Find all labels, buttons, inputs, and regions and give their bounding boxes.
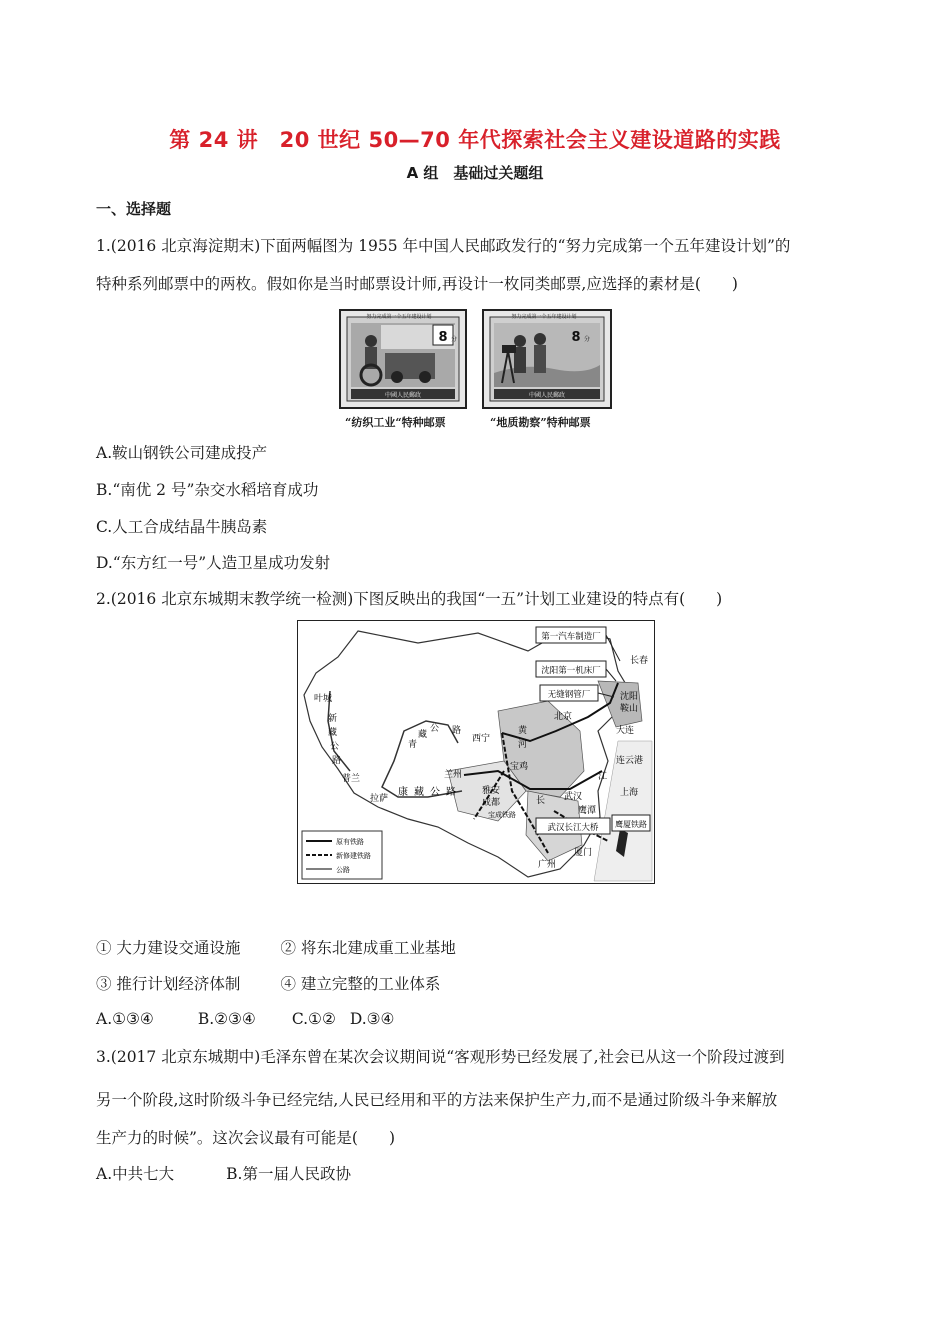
map-place-anshan: 鞍山 (620, 704, 639, 714)
q3-stem-line2: 另一个阶段,这时阶级斗争已经完结,人民已经用和平的方法来保护生产力,而不是通过阶级斗争来解放 (96, 1091, 778, 1109)
q1-option-a: A.鞍山钢铁公司建成投产 (96, 444, 268, 462)
map-place-yaan: 雅安 (482, 786, 501, 796)
stamp-2-header: 努力完成第一个五年建设计划 (511, 314, 577, 320)
map-road-char: 藏 (328, 728, 338, 738)
group-subtitle: A 组 基础过关题组 (406, 164, 544, 182)
stamp-1-header: 努力完成第一个五年建设计划 (366, 314, 432, 320)
legend-existing-railway: 原有铁路 (336, 838, 364, 846)
stamp-caption-geology: “地质勘察”特种邮票 (490, 416, 591, 429)
map-place-lianyungang: 连云港 (616, 756, 644, 766)
map-road-char: 藏 (414, 787, 424, 798)
map-river-char: 长 (536, 796, 546, 806)
map-road-char: 青 (408, 740, 418, 750)
map-road-char: 公 (330, 742, 340, 752)
map-box-steelpipe: 无缝钢管厂 (547, 690, 591, 700)
stamp-textile (339, 309, 467, 409)
q2-option-b: B.②③④ (197, 1010, 256, 1028)
legend-road: 公路 (336, 866, 350, 874)
q2-option-c: C.①② (291, 1010, 336, 1028)
map-river-char: 江 (598, 772, 608, 782)
map-road-char: 康 (398, 787, 408, 798)
map-place-chengdu: 成都 (482, 798, 501, 808)
map-road-char: 路 (446, 787, 456, 798)
map-place-shanghai: 上海 (620, 788, 639, 798)
q1-option-c: C.人工合成结晶牛胰岛素 (96, 518, 268, 536)
stamp-1-value: 8 (438, 330, 448, 345)
map-road-char: 路 (332, 756, 342, 766)
map-road-char: 公 (430, 724, 440, 734)
map-place-pulan: 普兰 (342, 774, 361, 784)
q2-choice-4: ④ 建立完整的工业体系 (280, 975, 441, 993)
section-heading: 一、选择题 (96, 200, 172, 218)
q2-choice-1: ① 大力建设交通设施 (96, 939, 241, 957)
q2-choice-2: ② 将东北建成重工业基地 (280, 939, 456, 957)
q2-stem: 2.(2016 北京东城期末教学统一检测)下图反映出的我国“一五”计划工业建设的特点有( ) (96, 590, 723, 608)
map-box-bridge: 武汉长江大桥 (547, 823, 599, 833)
map-road-char: 路 (452, 726, 462, 736)
stamp-1-footer: 中國人民郵政 (384, 392, 422, 399)
q2-options (96, 1010, 394, 1028)
q1-stem-line2: 特种系列邮票中的两枚。假如你是当时邮票设计师,再设计一枚同类邮票,应选择的素材是( ) (96, 275, 738, 293)
stamp-2-value: 8 (571, 330, 581, 345)
page-title: 第 24 讲 20 世纪 50—70 年代探索社会主义建设道路的实践 (169, 128, 781, 152)
stamp-1-unit: 分 (451, 336, 458, 343)
q2-option-a: A.①③④ (96, 1010, 154, 1028)
map-place-beijing: 北京 (554, 712, 573, 722)
map-road-char: 公 (430, 787, 440, 798)
map-box-faw: 第一汽车制造厂 (541, 632, 601, 642)
map-place-shenyang: 沈阳 (620, 692, 639, 702)
legend-new-railway: 新修建铁路 (336, 852, 371, 860)
q3-option-b: B.第一届人民政协 (226, 1165, 351, 1183)
map-place-dalian: 大连 (616, 726, 635, 736)
map-place-baoji: 宝鸡 (510, 762, 529, 772)
q3-options (96, 1162, 351, 1184)
map-road-char: 新 (328, 714, 338, 724)
stamp-2-unit: 分 (584, 336, 591, 343)
map-place-wuhan: 武汉 (564, 792, 583, 802)
map-place-xiamen: 厦门 (574, 848, 593, 858)
map-place-guangzhou: 广州 (538, 860, 557, 870)
map-place-lhasa: 拉萨 (370, 794, 389, 804)
stamp-caption-textile: “纺织工业“特种邮票 (345, 416, 446, 429)
map-river-char: 河 (518, 740, 528, 750)
industry-map-drawing (298, 621, 654, 883)
stamp-textile-image (341, 311, 465, 407)
q3-stem-line3: 生产力的时候”。这次会议最有可能是( ) (96, 1129, 396, 1147)
map-road-baocheng: 宝成铁路 (488, 811, 516, 819)
q3-stem-line1: 3.(2017 北京东城期中)毛泽东曾在某次会议期间说“客观形势已经发展了,社会已从这一个阶段过渡到 (96, 1048, 785, 1066)
q1-option-d: D.“东方红一号”人造卫星成功发射 (96, 554, 331, 572)
q1-stem-line1: 1.(2016 北京海淀期末)下面两幅图为 1955 年中国人民邮政发行的“努力完成第一个五年建设计划”的 (96, 237, 791, 255)
map-place-xining: 西宁 (472, 734, 491, 744)
q1-option-b: B.“南优 2 号”杂交水稻培育成功 (96, 481, 319, 499)
map-road-char: 藏 (418, 730, 428, 740)
stamp-2-footer: 中國人民郵政 (528, 392, 566, 399)
map-place-yecheng: 叶城 (314, 694, 333, 704)
q2-choice-3: ③ 推行计划经济体制 (96, 975, 241, 993)
q2-choice-row1 (96, 936, 456, 958)
stamp-geology (482, 309, 612, 409)
map-place-yingtan: 鹰潭 (578, 806, 597, 816)
q3-option-a: A.中共七大 (96, 1165, 175, 1183)
stamp-geology-image (484, 311, 610, 407)
map-river-char: 黄 (518, 726, 528, 736)
map-box-machinetool: 沈阳第一机床厂 (541, 666, 601, 676)
map-place-changchun: 长春 (630, 656, 649, 666)
industry-map (297, 620, 655, 884)
map-box-railway: 鹰厦铁路 (615, 820, 647, 829)
map-place-lanzhou: 兰州 (444, 770, 463, 780)
q2-option-d: D.③④ (349, 1010, 395, 1028)
q2-choice-row2 (96, 972, 440, 994)
